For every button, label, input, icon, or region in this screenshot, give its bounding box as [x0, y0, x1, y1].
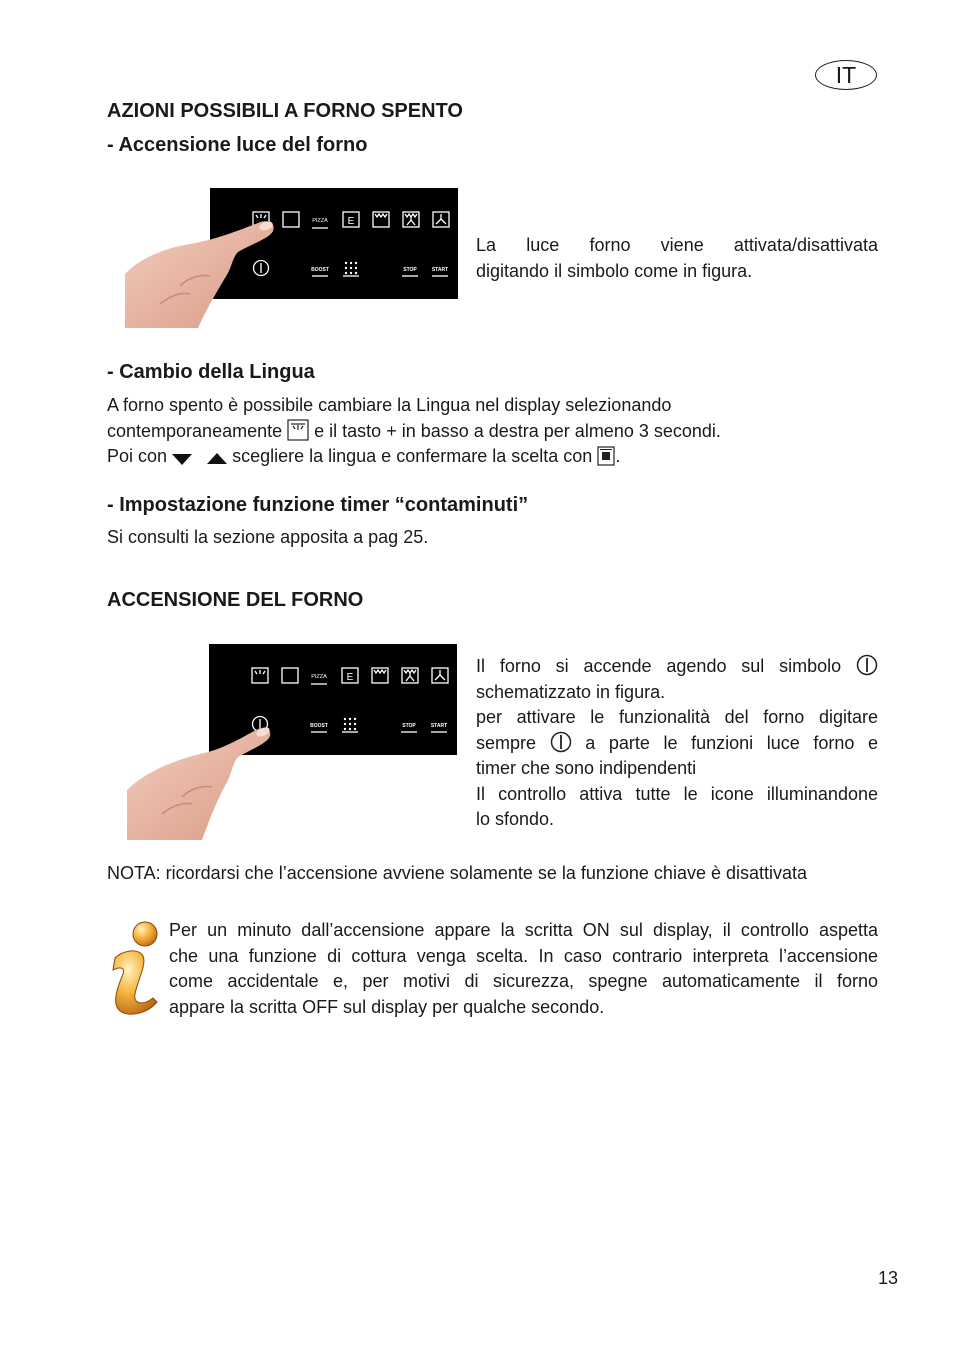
info-line4: appare la scritta OFF sul display per qualche secondo. — [169, 996, 605, 1017]
boost-label: BOOST — [310, 723, 328, 729]
language-badge-label: IT — [835, 61, 857, 88]
power-line4: sempre a parte le funzioni luce forno e — [476, 732, 878, 753]
control-panel-figure-light — [120, 186, 460, 328]
control-panel-figure-power — [120, 642, 460, 840]
light-icon — [287, 419, 309, 441]
arrow-up-icon — [207, 452, 227, 466]
hand-pointer — [120, 186, 460, 328]
hand-pointer — [120, 642, 460, 840]
start-label: START — [430, 723, 448, 729]
power-line1: Il forno si accende agendo sul simbolo — [476, 654, 878, 680]
power-icon — [550, 731, 572, 753]
subtitle-timer: - Impostazione funzione timer “contaminuti” — [107, 494, 529, 516]
pizza-label: PIZZA — [312, 218, 328, 224]
stop-label: STOP — [402, 723, 416, 729]
note-text: NOTA: ricordarsi che l’accensione avviene solamente se la funzione chiave è disattivata — [107, 863, 808, 883]
info-description — [169, 918, 878, 1020]
start-label: START — [431, 267, 449, 273]
info-line2: che una funzione di cottura venga scelta. In caso contrario interpreta l’accensione — [169, 945, 878, 966]
language-description — [107, 393, 887, 470]
light-description — [476, 233, 878, 284]
page-number: 13 — [878, 1268, 899, 1288]
pizza-label: PIZZA — [311, 674, 327, 680]
subtitle-language: - Cambio della Lingua — [107, 361, 315, 383]
power-line5: timer che sono indipendenti — [476, 758, 697, 778]
language-line2: contemporaneamente e il tasto + in basso a destra per almeno 3 secondi. — [107, 420, 721, 441]
section-title-oven-on: ACCENSIONE DEL FORNO — [107, 589, 364, 611]
subtitle-oven-light: - Accensione luce del forno — [107, 134, 368, 156]
info-line1: Per un minuto dall’accensione appare la scritta ON sul display, il controllo aspetta — [169, 920, 878, 940]
language-line1: A forno spento è possibile cambiare la Lingua nel display selezionando — [107, 395, 672, 415]
language-line3: Poi con scegliere la lingua e confermare la scelta con . — [107, 446, 621, 466]
power-description — [476, 654, 878, 833]
section-title-off-actions: AZIONI POSSIBILI A FORNO SPENTO — [107, 100, 463, 122]
light-text-line1: La luce forno viene attivata/disattivata — [476, 235, 878, 255]
confirm-icon — [597, 446, 615, 466]
timer-text: Si consulti la sezione apposita a pag 25. — [107, 527, 429, 547]
info-icon — [105, 920, 163, 1018]
power-line7: lo sfondo. — [476, 809, 555, 829]
stop-label: STOP — [403, 267, 417, 273]
power-line3: per attivare le funzionalità del forno digitare — [476, 707, 878, 727]
arrow-down-icon — [172, 452, 192, 466]
boost-label: BOOST — [311, 267, 329, 273]
power-line2: schematizzato in figura. — [476, 681, 666, 702]
language-badge — [815, 60, 877, 90]
info-line3: come accidentale e, per motivi di sicurezza, spegne automaticamente il forno — [169, 971, 878, 991]
e-label: E — [347, 216, 355, 227]
light-text-line2: digitando il simbolo come in figura. — [476, 260, 753, 281]
power-line6: Il controllo attiva tutte le icone illuminandone — [476, 783, 878, 804]
e-label: E — [346, 672, 354, 683]
power-icon — [856, 654, 878, 676]
